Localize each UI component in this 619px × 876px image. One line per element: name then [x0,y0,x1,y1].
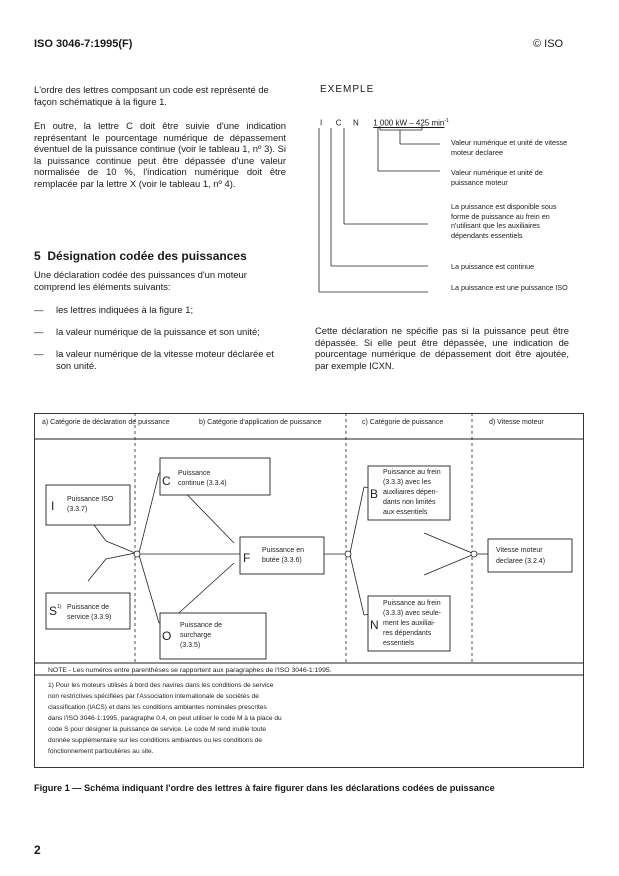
svg-text:ment les auxiliai-: ment les auxiliai- [383,620,436,627]
example-label: Valeur numérique et unité de puissance moteur [451,168,543,187]
code-letter: I [320,118,323,128]
code-value: 1 000 kW – 425 min [373,118,445,128]
code-exponent: -1 [444,118,449,124]
svg-text:Puissance en: Puissance en [262,547,305,554]
svg-text:res dépendants: res dépendants [383,630,432,637]
figure-caption: Figure 1 — Schéma indiquant l'ordre des lettres à faire figurer dans les déclarations codées de puissance [34,783,495,793]
example-title: EXEMPLE [320,84,375,95]
page-number: 2 [34,843,41,857]
column-header-b: b) Catégorie d'application de puissance [199,419,322,426]
paragraph-intro: L'ordre des lettres composant un code est représenté de façon schématique à la figure 1. [34,84,269,107]
list-item-text: la valeur numérique de la puissance et son unité; [56,326,260,337]
figure-footnote [48,682,282,755]
junction-dot [471,551,477,557]
svg-text:(3.3.3) avec les: (3.3.3) avec les [383,479,431,486]
svg-text:Puissance de: Puissance de [180,622,223,629]
section-title: Désignation codée des puissances [47,249,247,263]
svg-text:Puissance: Puissance [178,470,211,477]
svg-text:S: S [49,604,58,618]
figure-1-diagram [34,413,584,768]
svg-text:dans l'ISO 3046-1:1995, paragr: dans l'ISO 3046-1:1995, paragraphe 0.4, on peut utiliser le code M à la place du [48,715,282,722]
document-reference: ISO 3046-7:1995(F) [34,38,133,50]
svg-text:N: N [370,618,379,632]
svg-text:C: C [162,474,171,488]
svg-text:Puissance de: Puissance de [67,604,110,611]
svg-text:Puissance au frein: Puissance au frein [383,469,441,476]
paragraph-example-note: Cette déclaration ne spécifie pas si la puissance peut être dépassée. Si elle peut être dépassée, une indication de pourcentage numérique de dépassement doit être ajoutée, par exemple ICXN. [315,325,569,371]
paragraph-elements: Une déclaration codée des puissances d'un moteur comprend les éléments suivants: [34,269,247,292]
svg-text:I: I [51,499,55,513]
svg-text:non restrictives spécifiées pa: non restrictives spécifiées par l'Association internationale de sociétés de [48,693,259,700]
svg-text:continue (3.3.4): continue (3.3.4) [178,480,227,487]
column-header-d: d) Vitesse moteur [489,419,544,426]
svg-text:aux essentiels: aux essentiels [383,509,428,516]
list-item-text: les lettres indiquées à la figure 1; [56,304,194,315]
example-label: La puissance est continue [451,262,535,271]
svg-text:butée (3.3.6): butée (3.3.6) [262,557,302,564]
code-letter: N [352,118,359,128]
svg-text:declaree (3.2.4): declaree (3.2.4) [496,558,546,565]
list-item-text: la valeur numérique de la vitesse moteur déclarée et son unité. [56,348,274,371]
svg-text:code S pour désigner la puissa: code S pour désigner la puissance de service. Le code M rend inutile toute [48,726,267,733]
svg-text:donnée supplémentaire sur les: donnée supplémentaire sur les conditions ambiantes ou les conditions de [48,737,263,744]
paragraph-letter-c: En outre, la lettre C doit être suivie d'une indication représentant le pourcentage numérique de dépassement éventuel de la puissance continue (voir le tableau 1, nº 3). Si la puissance continue peut être dépassée d'une valeur normalisée de 10 %, l'indication numérique doit être remplacée par la lettre X (voir le tableau 1, nº 4). [34,120,286,189]
column-header-c: c) Catégorie de puissance [362,419,444,426]
svg-text:Vitesse moteur: Vitesse moteur [496,547,543,554]
section-number: 5 [34,249,41,263]
box-fuel-stop-power [240,537,324,574]
example-label: La puissance est une puissance ISO [451,283,568,292]
svg-text:O: O [162,629,172,643]
list-item [34,304,286,316]
section-heading [34,249,247,263]
svg-text:classification (IACS) et dans: classification (IACS) et dans les conditions ambiantes nominales prescrites [48,704,267,711]
example-label: La puissance est disponible sous forme de puissance au frein en n'utilisant que les auxiliaires dépendants essentiels [451,202,557,240]
svg-text:1) Pour les moteurs utilisés à: 1) Pour les moteurs utilisés à bord des navires dans les conditions de service [48,682,274,689]
svg-text:(3.3.5): (3.3.5) [180,642,201,649]
list-item [34,348,286,372]
svg-text:F: F [243,551,251,565]
list-dash: — [34,304,44,315]
svg-text:(3.3.3) avec seule-: (3.3.3) avec seule- [383,610,441,617]
list-dash: — [34,348,44,359]
column-header-a: a) Catégorie de déclaration de puissance [42,419,170,426]
svg-text:1): 1) [57,604,62,610]
code-letter: C [335,118,342,128]
svg-text:Puissance ISO: Puissance ISO [67,496,114,503]
svg-text:Puissance au frein: Puissance au frein [383,600,441,607]
box-overload-power [160,613,266,659]
junction-dot [134,551,140,557]
example-leader-lines [310,126,440,296]
svg-text:essentiels: essentiels [383,640,415,647]
figure-note: NOTE - Les numéros entre parenthèses se rapportent aux paragraphes de l'ISO 3046-1:1995. [48,667,332,674]
box-continuous-power [160,458,270,495]
box-service-power [46,593,130,629]
list-item [34,326,286,338]
svg-text:dants non limités: dants non limités [383,499,436,506]
list-dash: — [34,326,44,337]
box-engine-speed [488,539,572,572]
box-iso-power [46,485,130,525]
box-brake-power-essential [368,596,450,651]
junction-dot [345,551,351,557]
box-brake-power-unrestricted [368,466,450,520]
copyright-mark: © ISO [533,38,564,50]
example-label: Valeur numérique et unité de vitesse moteur declaree [451,138,568,157]
svg-text:fonctionnement particulières a: fonctionnement particulières au site. [48,748,154,755]
svg-text:service (3.3.9): service (3.3.9) [67,614,112,621]
svg-text:surcharge: surcharge [180,632,212,639]
svg-text:auxiliaires dépen-: auxiliaires dépen- [383,489,438,496]
svg-text:B: B [370,487,379,501]
svg-text:(3.3.7): (3.3.7) [67,506,88,513]
